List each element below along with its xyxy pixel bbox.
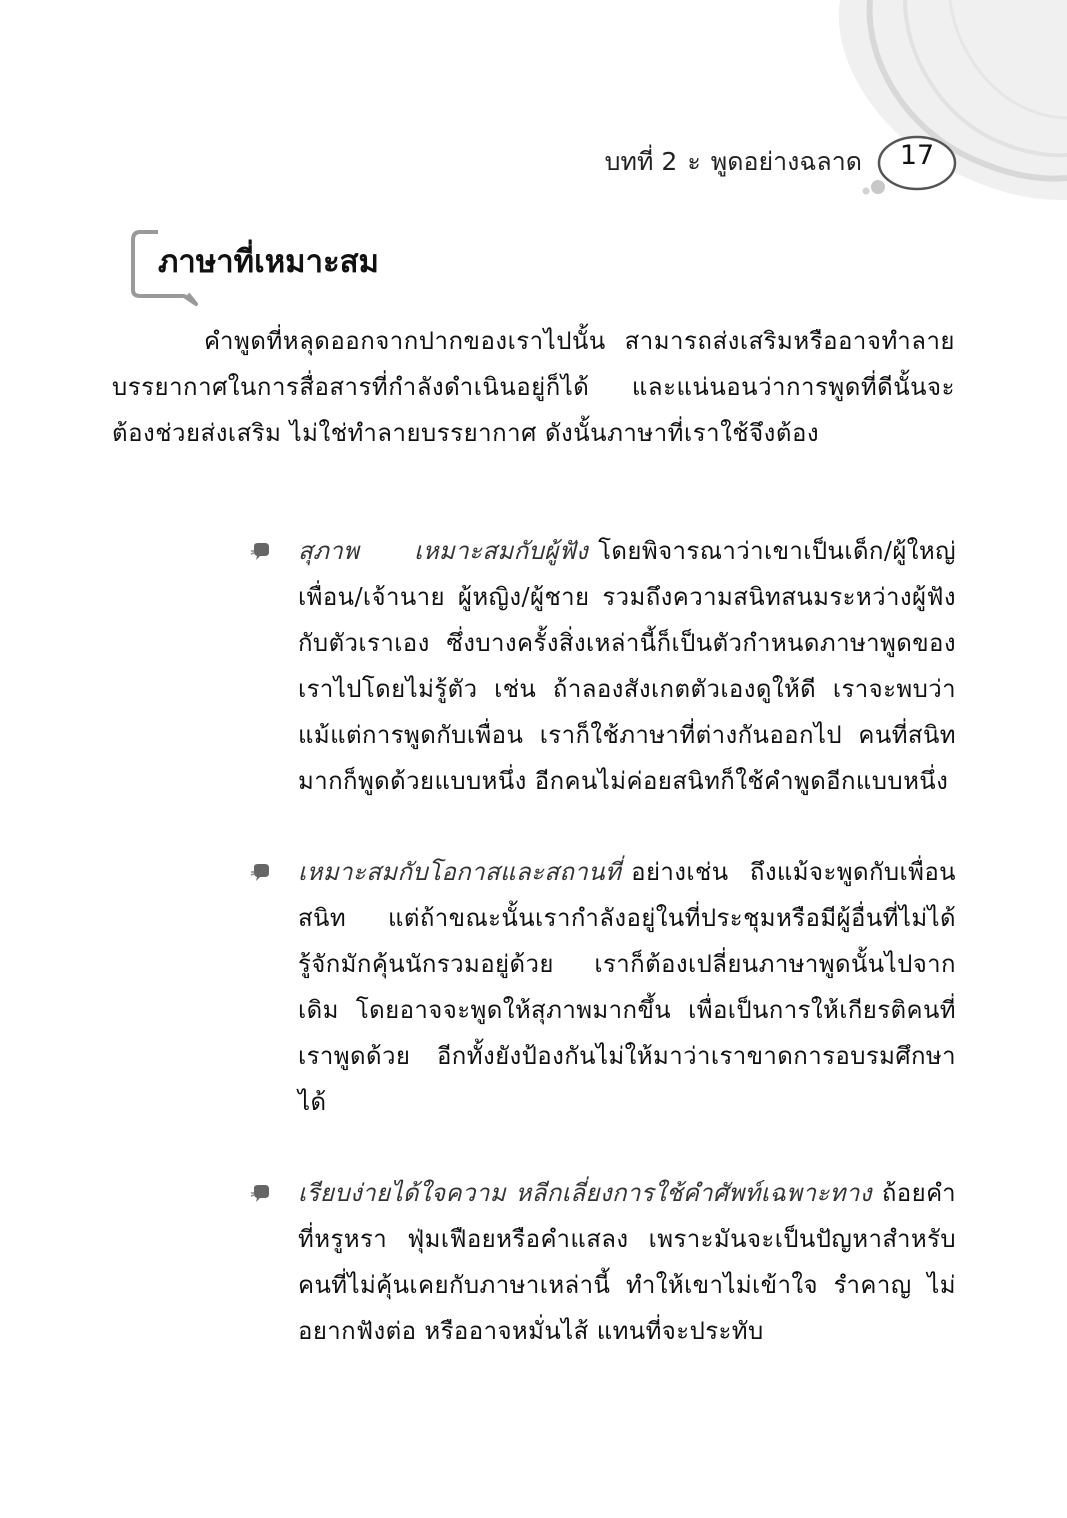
bullet-term: เรียบง่ายได้ใจความ หลีกเลี่ยงการใช้คำศัพท์เฉพาะทาง xyxy=(298,1179,872,1207)
bullet-item-polite xyxy=(250,528,956,804)
bullet-text: โดยพิจารณาว่าเขาเป็นเด็ก/ผู้ใหญ่ เพื่อน/เจ้านาย ผู้หญิง/ผู้ชาย รวมถึงความสนิทสนมระหว่างผู้ฟังกับตัวเราเอง ซึ่งบางครั้งสิ่งเหล่านี้ก็เป็นตัวกำหนดภาษาพูดของเราไปโดยไม่รู้ตัว เช่น ถ้าลองสังเกตตัวเองดูให้ดี เราจะพบว่าแม้แต่การพูดกับเพื่อน เราก็ใช้ภาษาที่ต่างกันออกไป คนที่สนิทมากก็พูดด้วยแบบหนึ่ง อีกคนไม่ค่อยสนิทก็ใช้คำพูดอีกแบบหนึ่ง xyxy=(298,537,956,795)
bullet-text: ถ้อยคำที่หรูหรา ฟุ่มเฟือยหรือคำแสลง เพราะมันจะเป็นปัญหาสำหรับคนที่ไม่คุ้นเคยกับภาษาเหล่านี้ ทำให้เขาไม่เข้าใจ รำคาญ ไม่อยากฟังต่อ หรืออาจหมั่นไส้ แทนที่จะประทับ xyxy=(298,1179,956,1345)
bullet-item-occasion xyxy=(250,849,956,1125)
bullet-text: อย่างเช่น ถึงแม้จะพูดกับเพื่อนสนิท แต่ถ้าขณะนั้นเรากำลังอยู่ในที่ประชุมหรือมีผู้อื่นที่ไม่ได้รู้จักมักคุ้นนักรวมอยู่ด้วย เราก็ต้องเปลี่ยนภาษาพูดนั้นไปจากเดิม โดยอาจจะพูดให้สุภาพมากขึ้น เพื่อเป็นการให้เกียรติคนที่เราพูดด้วย อีกทั้งยังป้องกันไม่ให้มาว่าเราขาดการอบรมศึกษาได้ xyxy=(298,858,956,1116)
chapter-label: บทที่ 2 xyxy=(604,147,678,176)
bullet-term: เหมาะสมกับโอกาสและสถานที่ xyxy=(298,858,622,886)
intro-paragraph xyxy=(112,318,955,456)
header-separator: ะ xyxy=(687,147,701,176)
section-title: ภาษาที่เหมาะสม xyxy=(158,244,379,280)
chapter-title: พูดอย่างฉลาด xyxy=(710,147,862,176)
bullet-list xyxy=(250,528,956,1354)
speech-bullet-icon xyxy=(250,1184,272,1204)
speech-bullet-icon xyxy=(250,863,272,883)
bullet-item-simple xyxy=(250,1170,956,1354)
page-number-dot-small xyxy=(863,188,870,195)
page-number: 17 xyxy=(899,140,935,171)
speech-bullet-icon xyxy=(250,542,272,562)
intro-text: คำพูดที่หลุดออกจากปากของเราไปนั้น สามารถส่งเสริมหรืออาจทำลายบรรยากาศในการสื่อสารที่กำลังดำเนินอยู่ก็ได้ และแน่นอนว่าการพูดที่ดีนั้นจะต้องช่วยส่งเสริม ไม่ใช่ทำลายบรรยากาศ ดังนั้นภาษาที่เราใช้จึงต้อง xyxy=(112,327,955,447)
page-number-dot-large xyxy=(871,180,885,194)
bullet-term: สุภาพ เหมาะสมกับผู้ฟัง xyxy=(298,537,589,565)
running-header xyxy=(605,142,862,182)
